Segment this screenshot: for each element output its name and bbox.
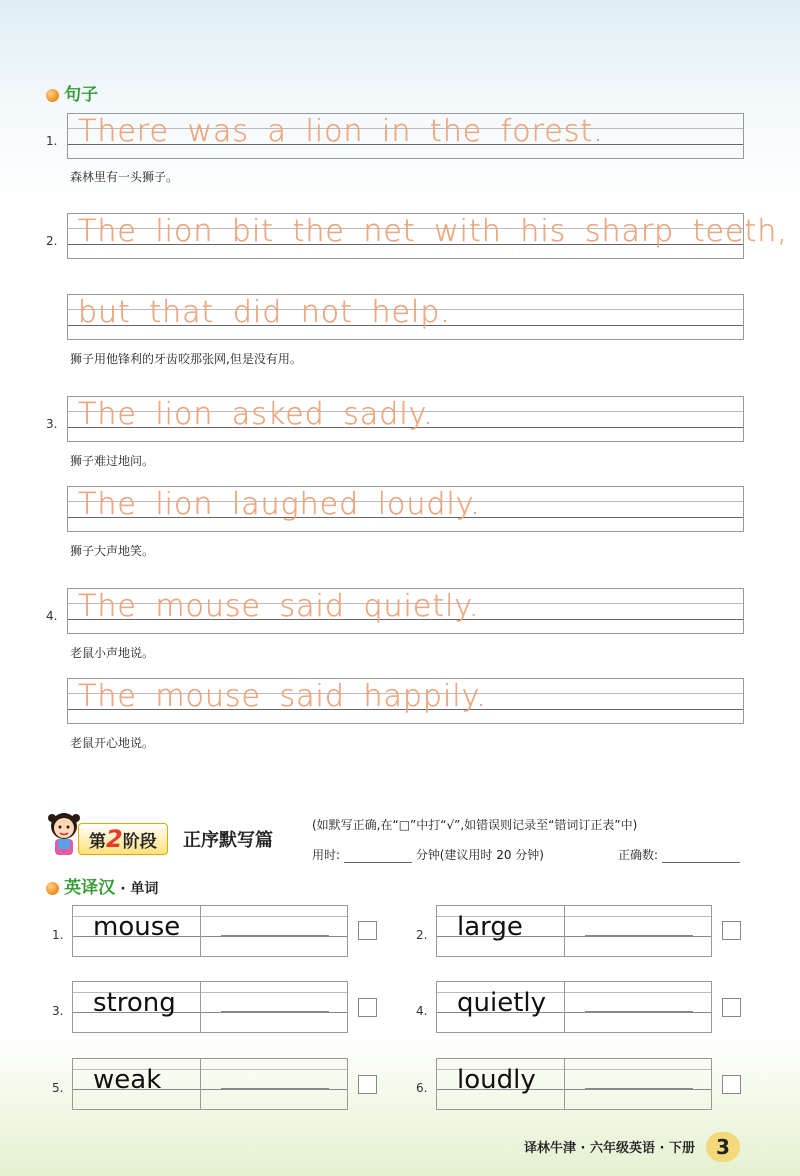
- answer-blank[interactable]: [585, 1088, 693, 1089]
- check-box[interactable]: [358, 1075, 377, 1094]
- section-header-sentences: [46, 80, 98, 105]
- divider: [200, 981, 201, 1033]
- english-word: weak: [93, 1065, 162, 1095]
- time-suffix: 分钟(建议用时 20 分钟): [415, 848, 544, 862]
- stage-badge: [78, 823, 168, 855]
- english-word: large: [457, 912, 523, 942]
- time-blank[interactable]: [344, 862, 412, 863]
- stage-instruction: (如默写正确,在“□”中打“√”,如错误则记录至“错词订正表”中): [312, 818, 638, 832]
- bullet-icon: [46, 89, 59, 102]
- item-number: 1.: [46, 134, 58, 148]
- divider: [200, 905, 201, 957]
- check-box[interactable]: [358, 998, 377, 1017]
- check-box[interactable]: [722, 921, 741, 940]
- chinese-translation: 森林里有一头狮子。: [70, 170, 179, 184]
- trace-sentence: The lion laughed loudly.: [78, 487, 481, 522]
- divider: [564, 1058, 565, 1110]
- item-number: 4.: [46, 609, 58, 623]
- bullet-icon: [46, 882, 59, 895]
- word-box: [72, 905, 348, 957]
- badge-prefix: 第: [89, 832, 106, 852]
- trace-sentence: but that did not help.: [78, 295, 451, 330]
- writing-lines: [67, 678, 744, 724]
- word-number: 2.: [416, 928, 428, 942]
- writing-lines: [67, 486, 744, 532]
- section-title: 英译汉: [64, 878, 116, 898]
- check-box[interactable]: [358, 921, 377, 940]
- divider: [200, 1058, 201, 1110]
- footer-text: 译林牛津 · 六年级英语 · 下册: [524, 1141, 695, 1156]
- trace-sentence: The mouse said happily.: [78, 679, 487, 714]
- correct-label: 正确数:: [618, 848, 659, 862]
- answer-blank[interactable]: [221, 1088, 329, 1089]
- trace-sentence: The mouse said quietly.: [78, 589, 480, 624]
- english-word: quietly: [457, 988, 547, 1018]
- writing-lines: [67, 396, 744, 442]
- word-box: [436, 981, 712, 1033]
- trace-sentence: The lion asked sadly.: [78, 397, 434, 432]
- answer-blank[interactable]: [585, 935, 693, 936]
- writing-lines: [67, 213, 788, 259]
- word-box: [436, 905, 712, 957]
- word-number: 5.: [52, 1081, 64, 1095]
- item-number: 2.: [46, 234, 58, 248]
- stage-title: 正序默写篇: [183, 830, 273, 851]
- badge-suffix: 阶段: [122, 832, 157, 852]
- trace-sentence: There was a lion in the forest.: [78, 114, 604, 149]
- section-header-words: [46, 873, 158, 898]
- time-row: [312, 846, 544, 863]
- word-box: [72, 981, 348, 1033]
- answer-blank[interactable]: [221, 935, 329, 936]
- chinese-translation: 狮子大声地笑。: [70, 544, 155, 558]
- english-word: strong: [93, 988, 176, 1018]
- trace-sentence: The lion bit the net with his sharp teeth,: [78, 214, 788, 249]
- chinese-translation: 狮子难过地问。: [70, 454, 155, 468]
- divider: [564, 981, 565, 1033]
- section-subtitle: · 单词: [120, 881, 159, 897]
- chinese-translation: 老鼠小声地说。: [70, 646, 155, 660]
- answer-blank[interactable]: [585, 1011, 693, 1012]
- check-box[interactable]: [722, 1075, 741, 1094]
- chinese-translation: 老鼠开心地说。: [70, 736, 155, 750]
- word-number: 3.: [52, 1004, 64, 1018]
- word-number: 1.: [52, 928, 64, 942]
- word-box: [436, 1058, 712, 1110]
- writing-lines: [67, 113, 744, 159]
- answer-blank[interactable]: [221, 1011, 329, 1012]
- word-number: 6.: [416, 1081, 428, 1095]
- word-box: [72, 1058, 348, 1110]
- chinese-translation: 狮子用他锋利的牙齿咬那张网,但是没有用。: [70, 352, 302, 366]
- correct-blank[interactable]: [662, 862, 740, 863]
- page-number: 3: [706, 1132, 740, 1162]
- time-label: 用时:: [312, 848, 341, 862]
- badge-number: 2: [106, 825, 123, 853]
- writing-lines: [67, 588, 744, 634]
- check-box[interactable]: [722, 998, 741, 1017]
- english-word: mouse: [93, 912, 181, 942]
- english-word: loudly: [457, 1065, 536, 1095]
- writing-lines: [67, 294, 744, 340]
- divider: [564, 905, 565, 957]
- word-number: 4.: [416, 1004, 428, 1018]
- section-title: 句子: [64, 85, 99, 105]
- item-number: 3.: [46, 417, 58, 431]
- correct-row: [618, 846, 740, 863]
